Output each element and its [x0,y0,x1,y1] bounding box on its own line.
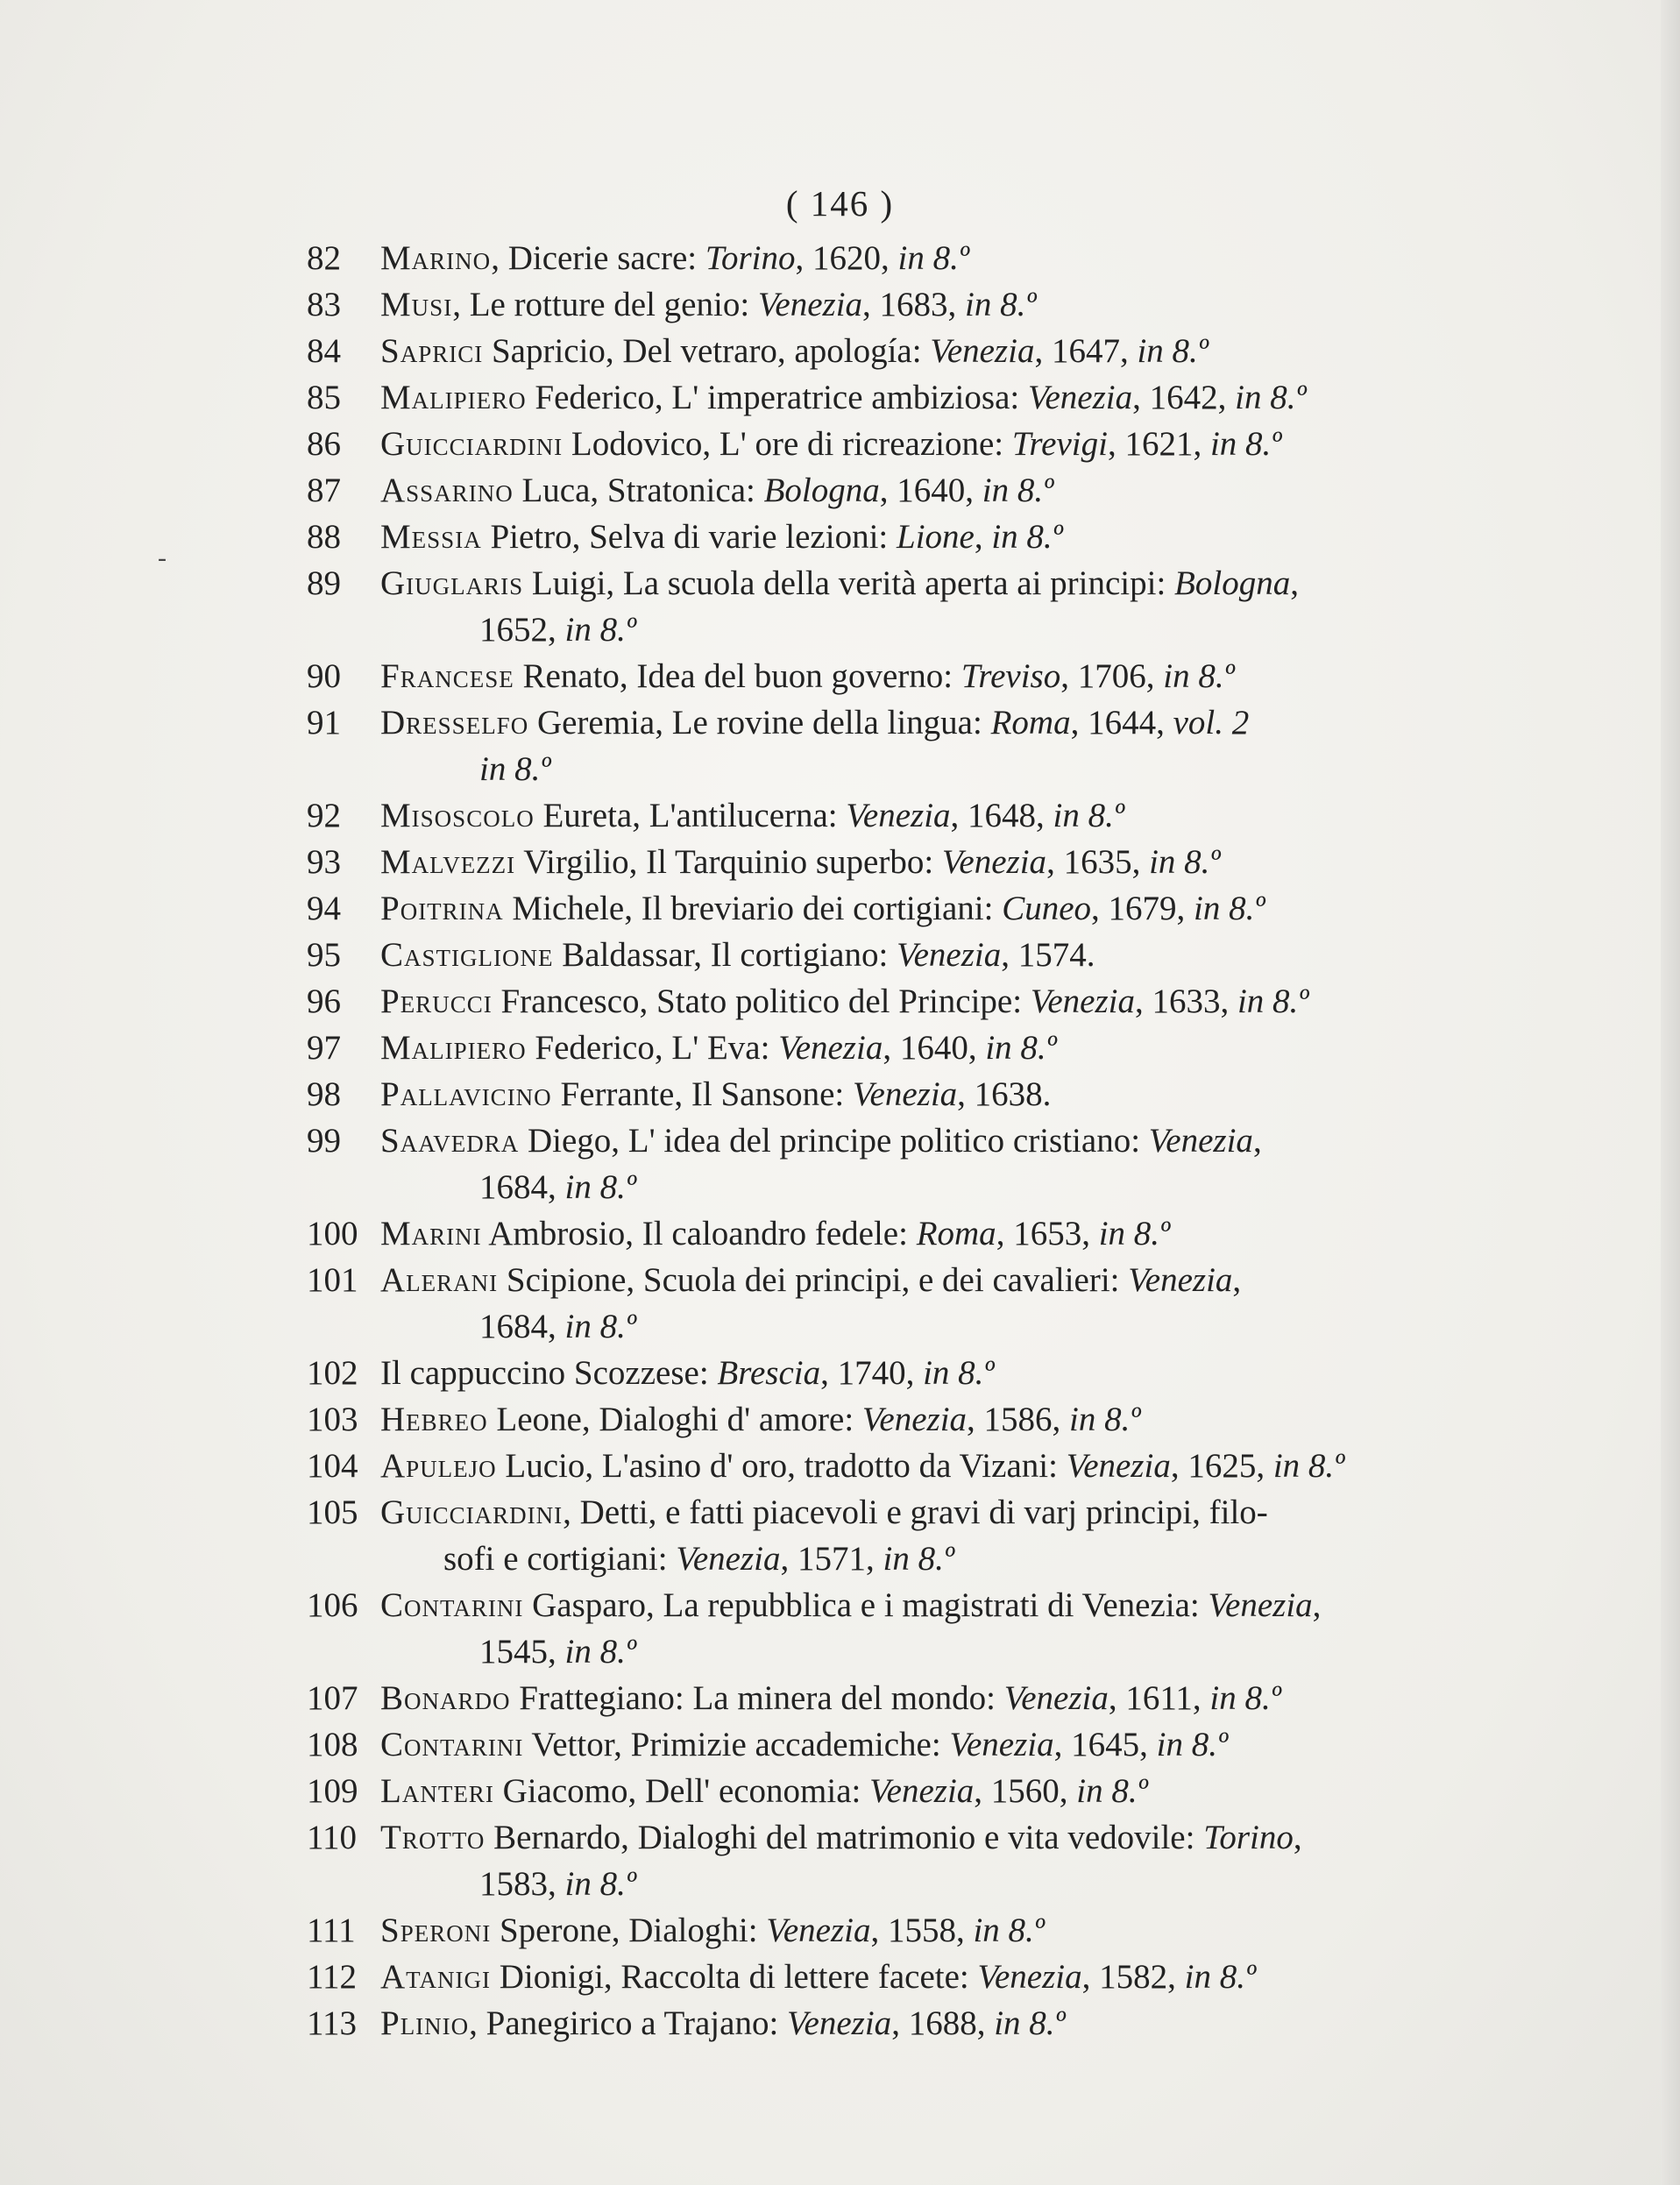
entry-number: 108 [307,1726,358,1763]
entry-year: , 1648, [950,797,1053,834]
entry-year: , 1586, [967,1401,1070,1438]
entry-continuation-text: 1545, [479,1633,565,1671]
entry-year: , 1644, [1070,704,1173,741]
entry-continuation [479,1164,636,1210]
entry-title: , Le rotture del genio: [452,286,758,323]
entry-format: in 8.º [1209,1679,1281,1717]
entry-line [380,235,969,281]
entry-place: Venezia [861,1401,968,1438]
entry-line [380,328,1209,374]
entry-number: 96 [307,983,341,1020]
entry-number: 110 [307,1819,358,1856]
entry-format: in 8.º [1098,1215,1171,1252]
entry-place: Venezia [676,1540,781,1578]
entry-place: Torino [1203,1819,1294,1856]
entry-title: , Dicerie sacre: [491,239,705,277]
entry-place: Brescia [717,1354,821,1392]
entry-author: Saprici [380,332,484,370]
entry-author: Saavedra [380,1122,520,1160]
entry-line [380,281,1036,328]
entry-title: Renato, Idea del buon governo: [514,657,961,695]
entry-place: Venezia [1030,983,1135,1020]
entry-line [380,1489,1268,1536]
entry-format: in 8.º [1069,1401,1141,1438]
entry-author: Dresselfo [380,704,529,741]
entry-line [380,932,1095,978]
entry-author: Misoscolo [380,797,535,834]
entry-line [380,1257,1241,1303]
entry-title: Frattegiano: La minera del mondo: [510,1679,1004,1717]
entry-title: Lodovico, L' ore di ricreazione: [563,425,1012,463]
entry-place: Venezia [757,286,863,323]
entry-number: 90 [307,657,341,695]
entry-author: Perucci [380,983,493,1020]
entry-author: Atanigi [380,1958,491,1996]
entry-format: vol. 2 [1173,704,1250,741]
entry-format: in 8.º [1137,332,1209,370]
entry-place: Torino [705,239,796,277]
entry-number: 112 [307,1958,358,1996]
entry-number: 82 [307,239,341,277]
entry-year: , 1571, [780,1540,883,1578]
entry-title: Sperone, Dialoghi: [491,1912,767,1949]
entry-line [380,1117,1262,1164]
entry-line [380,1582,1321,1628]
entry-year: , 1647, [1034,332,1138,370]
entry-line [380,1675,1281,1721]
entry-place: Venezia [869,1772,975,1810]
entry-continuation [479,1303,636,1350]
entry-format: in 8.º [479,750,551,788]
entry-author: Marini [380,1215,482,1252]
entry-place: Venezia [778,1029,883,1067]
entry-format: in 8.º [1237,983,1309,1020]
entry-place: Venezia [930,332,1035,370]
entry-author: Alerani [380,1261,499,1299]
entry-author: Hebreo [380,1401,488,1438]
entry-year: , 1621, [1107,425,1210,463]
entry-title: Ambrosio, Il caloandro fedele: [481,1215,917,1252]
page-number: ( 146 ) [785,183,895,223]
entry-title: Sapricio, Del vetraro, apología: [483,332,931,370]
entry-place: Venezia [1128,1261,1233,1299]
entry-format: in 8.º [985,1029,1057,1067]
entry-author: Contarini [380,1726,524,1763]
entry-author: Lanteri [380,1772,494,1810]
entry-format: in 8.º [1235,379,1307,416]
entry-year: , 1640, [883,1029,986,1067]
entry-year: , 1638. [957,1075,1052,1113]
entry-line [380,1907,1045,1954]
entry-continuation [479,607,636,653]
entry-place: Bologna [763,472,880,509]
entry-year: , [1312,1586,1322,1624]
entry-format: in 8.º [923,1354,995,1392]
entry-number: 92 [307,797,341,834]
entry-title: Dionigi, Raccolta di lettere facete: [490,1958,978,1996]
entry-title: Geremia, Le rovine della lingua: [528,704,991,741]
entry-line [380,560,1299,607]
entry-title: Bernardo, Dialoghi del matrimonio e vita vedovile: [485,1819,1204,1856]
entry-title: Luca, Stratonica: [513,472,764,509]
entry-format: in 8.º [564,1308,636,1345]
entry-number: 91 [307,704,341,741]
entry-number: 109 [307,1772,358,1810]
entry-format: in 8.º [1163,657,1235,695]
entry-line [380,421,1281,467]
entry-format: in 8.º [1156,1726,1229,1763]
entry-number: 85 [307,379,341,416]
entry-place: Venezia [1003,1679,1109,1717]
entry-year: , 1633, [1134,983,1237,1020]
entry-year: , 1706, [1060,657,1164,695]
entry-number: 107 [307,1679,358,1717]
entry-line [380,699,1249,746]
entry-number: 98 [307,1075,341,1113]
entry-place: Venezia [787,2004,892,2042]
entry-line [380,467,1053,514]
entry-line [380,1814,1302,1861]
entry-place: Trevigi [1011,425,1108,463]
entry-number: 94 [307,890,341,927]
entry-format: in 8.º [897,239,969,277]
entry-line [380,1025,1057,1071]
entry-number: 106 [307,1586,358,1624]
entry-format: in 8.º [564,1168,636,1206]
entry-title: Pietro, Selva di varie lezioni: [481,518,897,556]
entry-line [380,374,1307,421]
entry-place: Cuneo [1002,890,1092,927]
entry-continuation-text: 1583, [479,1865,565,1903]
entry-title: Diego, L' idea del principe politico cristiano: [519,1122,1149,1160]
entry-place: Venezia [949,1726,1054,1763]
entry-format: in 8.º [1053,797,1124,834]
entry-title: Eureta, L'antilucerna: [534,797,847,834]
entry-number: 83 [307,286,341,323]
page-edge [1661,0,1680,2185]
entry-number: 103 [307,1401,358,1438]
entry-year: , [1232,1261,1242,1299]
entry-place: Venezia [1027,379,1133,416]
entry-year: , [1290,564,1299,602]
entry-line [380,514,1063,560]
entry-author: Guicciardini [380,425,564,463]
entry-number: 99 [307,1122,341,1160]
entry-place: Lione [897,518,975,556]
entry-place: Venezia [766,1912,871,1949]
entry-format: in 8.º [973,1912,1045,1949]
entry-author: Marino [380,239,492,277]
entry-author: Malipiero [380,379,527,416]
entry-title: Michele, Il breviario dei cortigiani: [503,890,1003,927]
entry-place: Venezia [1148,1122,1253,1160]
entry-year: , 1683, [862,286,966,323]
entry-place: Roma [916,1215,996,1252]
entry-title: Leone, Dialoghi d' amore: [487,1401,862,1438]
entry-number: 105 [307,1493,358,1531]
entry-author: Speroni [380,1912,492,1949]
entry-number: 111 [307,1912,356,1949]
entry-line [380,839,1221,885]
entry-format: in 8.º [982,472,1054,509]
entry-title: Francesco, Stato politico del Principe: [492,983,1031,1020]
entry-format: in 8.º [994,2004,1066,2042]
entry-title: Federico, L' imperatrice ambiziosa: [526,379,1028,416]
entry-author: Francese [380,657,514,695]
entry-line [380,1443,1344,1489]
entry-year: , 1611, [1108,1679,1210,1717]
entry-year: , 1574. [1001,936,1095,974]
entry-author: Castiglione [380,936,554,974]
entry-line [380,1350,995,1396]
entry-number: 101 [307,1261,358,1299]
entry-title: , Panegirico a Trajano: [469,2004,788,2042]
entry-author: Poitrina [380,890,504,927]
entry-place: Venezia [1208,1586,1313,1624]
entry-title: Giacomo, Dell' economia: [493,1772,870,1810]
entry-continuation-text: 1684, [479,1308,565,1345]
entry-number: 86 [307,425,341,463]
entry-number: 88 [307,518,341,556]
entry-format: in 8.º [965,286,1037,323]
entry-format: in 8.º [564,1865,636,1903]
entry-continuation-text: 1652, [479,611,565,649]
entry-place: Venezia [1066,1447,1171,1485]
entry-line [380,1721,1228,1768]
entry-place: Venezia [941,843,1047,881]
entry-line [380,1954,1256,2000]
entry-year: , 1640, [879,472,982,509]
entry-author: Musi [380,286,453,323]
entry-title: Lucio, L'asino d' oro, tradotto da Vizani: [496,1447,1067,1485]
entry-number: 87 [307,472,341,509]
entry-line [380,2000,1066,2047]
entry-year: , [974,518,992,556]
entry-place: Venezia [853,1075,958,1113]
entry-continuation [479,1861,636,1907]
entry-year: , [1293,1819,1302,1856]
entry-author: Guicciardini [380,1493,564,1531]
entry-title: Ferrante, Il Sansone: [551,1075,854,1113]
entry-number: 113 [307,2004,358,2042]
entry-continuation [443,1536,954,1582]
entry-number: 102 [307,1354,358,1392]
entry-place: Roma [990,704,1071,741]
entry-line [380,653,1235,699]
entry-format: in 8.º [564,1633,636,1671]
entry-title: Vettor, Primizie accademiche: [523,1726,950,1763]
entry-author: Malipiero [380,1029,527,1067]
entry-year: , 1645, [1053,1726,1157,1763]
entry-format: in 8.º [1272,1447,1345,1485]
entry-author: Contarini [380,1586,524,1624]
entry-author: Giuglaris [380,564,524,602]
entry-author: Assarino [380,472,514,509]
entry-year: , [1252,1122,1262,1160]
entry-number: 95 [307,936,341,974]
entry-title: Federico, L' Eva: [526,1029,779,1067]
entry-format: in 8.º [1184,1958,1257,1996]
entry-title: Baldassar, Il cortigiano: [553,936,897,974]
entry-format: in 8.º [564,611,636,649]
entry-number: 97 [307,1029,341,1067]
entry-format: in 8.º [1209,425,1282,463]
entry-year: , 1642, [1132,379,1236,416]
entry-number: 89 [307,564,341,602]
entry-continuation-text: 1684, [479,1168,565,1206]
entry-title: Il cappuccino Scozzese: [380,1354,718,1392]
entry-continuation-text: sofi e cortigiani: [443,1540,677,1578]
entry-format: in 8.º [1194,890,1265,927]
entry-place: Bologna [1174,564,1291,602]
entry-number: 104 [307,1447,358,1485]
entry-line [380,1210,1170,1257]
entry-author: Bonardo [380,1679,511,1717]
entry-line [380,792,1124,839]
entry-title: Virgilio, Il Tarquinio superbo: [515,843,942,881]
entry-author: Plinio [380,2004,470,2042]
entry-continuation [479,1628,636,1675]
entry-year: , 1688, [891,2004,995,2042]
entry-author: Pallavicino [380,1075,552,1113]
entry-title: , Detti, e fatti piacevoli e gravi di varj principi, filo- [563,1493,1268,1531]
entry-year: , 1679, [1091,890,1194,927]
entry-number: 84 [307,332,341,370]
entry-place: Treviso [961,657,1061,695]
entry-format: in 8.º [1076,1772,1148,1810]
entry-place: Venezia [897,936,1002,974]
entry-line [380,885,1265,932]
entry-year: , 1620, [795,239,898,277]
entry-author: Apulejo [380,1447,497,1485]
entry-title: Gasparo, La repubblica e i magistrati di Venezia: [523,1586,1209,1624]
entry-line [380,1071,1051,1117]
entry-line [380,1396,1140,1443]
margin-mark: - [158,543,167,572]
entry-author: Messia [380,518,482,556]
entry-year: , 1740, [820,1354,924,1392]
entry-place: Venezia [977,1958,1082,1996]
entry-year: , 1582, [1081,1958,1185,1996]
entry-year: , 1653, [996,1215,1099,1252]
entry-line [380,1768,1148,1814]
entry-year: , 1560, [974,1772,1077,1810]
entry-line [380,978,1308,1025]
entry-place: Venezia [846,797,951,834]
entry-author: Malvezzi [380,843,516,881]
entry-year: , 1625, [1170,1447,1273,1485]
entry-number: 100 [307,1215,358,1252]
entry-number: 93 [307,843,341,881]
entry-author: Trotto [380,1819,486,1856]
entry-format: in 8.º [883,1540,954,1578]
entry-year: , 1558, [870,1912,974,1949]
entry-continuation [479,746,550,792]
entry-format: in 8.º [991,518,1063,556]
entry-format: in 8.º [1149,843,1221,881]
entry-year: , 1635, [1046,843,1150,881]
entry-title: Luigi, La scuola della verità aperta ai principi: [523,564,1175,602]
entry-title: Scipione, Scuola dei principi, e dei cavalieri: [498,1261,1129,1299]
